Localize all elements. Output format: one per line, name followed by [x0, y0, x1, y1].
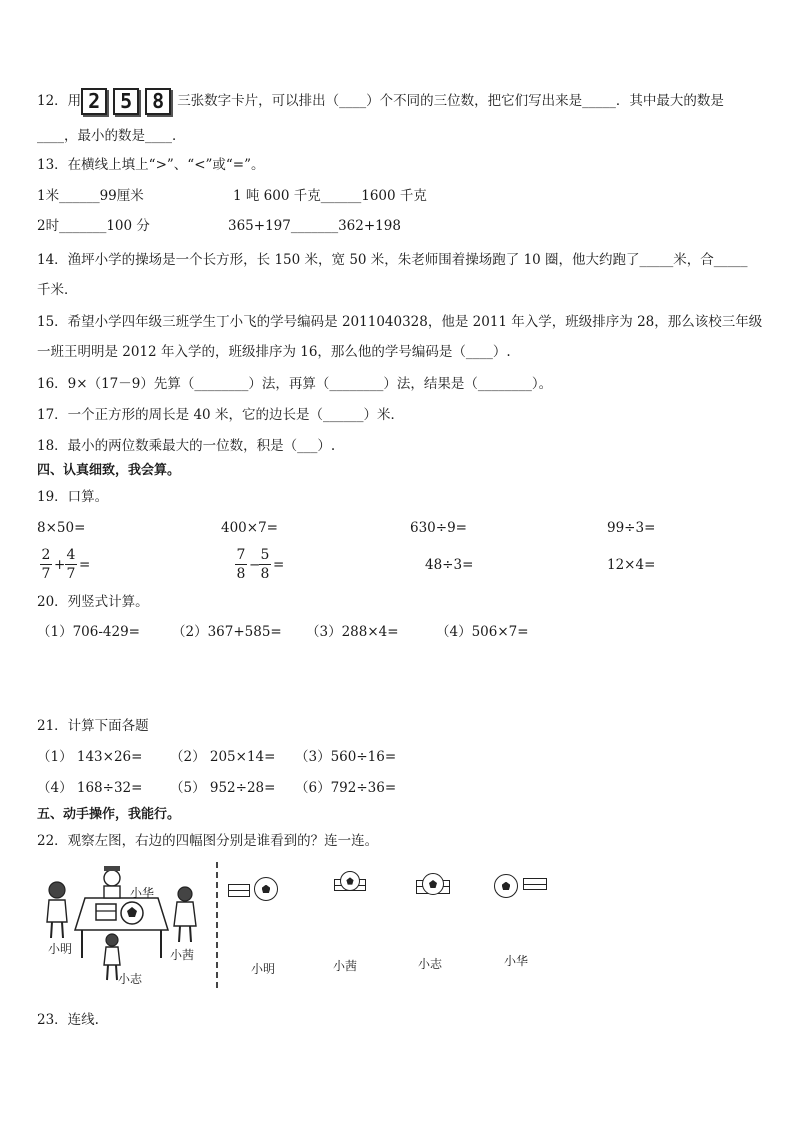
view-label: 小志	[418, 957, 443, 971]
ball-view-icon	[340, 871, 360, 891]
oral-calc: 630÷9=	[410, 520, 467, 536]
calc-item: （1） 143×26=	[37, 749, 143, 765]
section-heading: 五、动手操作，我能行。	[37, 807, 181, 822]
q19-title: 19．口算。	[37, 489, 109, 505]
fraction: 7 8	[236, 547, 246, 582]
person-label-xiaoqian: 小茜	[170, 948, 195, 962]
q12-text: 三张数字卡片，可以排出（____）个不同的三位数，把它们写出来是_____．其中最大的数是	[177, 93, 724, 109]
calc-item: （6）792÷36=	[295, 780, 397, 796]
fraction: 4 7	[66, 547, 76, 582]
q16: 16．9×（17－9）先算（________）法，再算（________）法，结果是（________）。	[37, 376, 553, 392]
box-view-icon	[523, 878, 547, 890]
dashed-divider	[216, 862, 218, 988]
calc-item: （5） 952÷28=	[170, 780, 276, 796]
q13-item: 1米______99厘米	[37, 188, 144, 204]
number-card: 5	[113, 88, 139, 115]
q13-item: 1 吨 600 千克______1600 千克	[233, 188, 427, 204]
q12-prefix: 12．用	[37, 93, 82, 109]
q20-title: 20．列竖式计算。	[37, 594, 149, 610]
ball-view-icon	[254, 877, 278, 901]
oral-calc: 99÷3=	[607, 520, 656, 536]
oral-calc: 12×4=	[607, 557, 656, 573]
operator: +	[54, 557, 66, 573]
q13-title: 13．在横线上填上“>”、“<”或“=”。	[37, 157, 265, 173]
oral-calc: 400×7=	[221, 520, 278, 536]
calc-item: （3）560÷16=	[295, 749, 397, 765]
equals: =	[79, 557, 91, 573]
calc-item: （4） 168÷32=	[37, 780, 143, 796]
q15-line1: 15．希望小学四年级三班学生丁小飞的学号编码是 2011040328，他是 2011 年入学，班级排序为 28，那么该校三年级	[37, 314, 763, 330]
person-label-xiaoming: 小明	[48, 942, 73, 956]
table-scene-illustration	[40, 860, 212, 990]
section-heading: 四、认真细致，我会算。	[37, 463, 181, 478]
q18: 18．最小的两位数乘最大的一位数，积是（___）.	[37, 438, 336, 454]
view-label: 小华	[504, 954, 529, 968]
oral-calc: 48÷3=	[425, 557, 474, 573]
equals: =	[273, 557, 285, 573]
oral-calc: 8×50=	[37, 520, 86, 536]
q23-title: 23．连线.	[37, 1012, 99, 1028]
q13-item: 2时_______100 分	[37, 218, 150, 234]
view-label: 小明	[251, 962, 276, 976]
view-label: 小茜	[333, 959, 358, 973]
calc-item: （2） 205×14=	[170, 749, 276, 765]
operator: −	[249, 557, 261, 573]
ball-view-icon	[494, 874, 518, 898]
ball-view-icon	[422, 873, 444, 895]
number-card: 8	[145, 88, 171, 115]
q17: 17．一个正方形的周长是 40 米，它的边长是（______）米．	[37, 407, 404, 423]
q21-title: 21．计算下面各题	[37, 718, 149, 734]
q15-line2: 一班王明明是 2012 年入学的，班级排序为 16，那么他的学号编码是（____）.	[37, 344, 511, 360]
vertical-calc-item: （3）288×4=	[306, 624, 399, 640]
vertical-calc-item: （2）367+585=	[172, 624, 282, 640]
q14-line2: 千米．	[37, 282, 78, 298]
fraction: 2 7	[41, 547, 51, 582]
q22-title: 22．观察左图，右边的四幅图分别是谁看到的？连一连。	[37, 833, 379, 849]
vertical-calc-item: （4）506×7=	[436, 624, 529, 640]
q12-line2: ____，最小的数是____．	[37, 128, 186, 144]
person-label-xiaozhi: 小志	[118, 972, 143, 986]
q13-item: 365+197_______362+198	[228, 218, 401, 234]
fraction: 5 8	[260, 547, 270, 582]
q12-line1	[37, 88, 724, 115]
q14-line1: 14．渔坪小学的操场是一个长方形，长 150 米，宽 50 米，朱老师围着操场跑了 10 圈，他大约跑了_____米，合_____	[37, 252, 748, 268]
person-label-xiaohua: 小华	[130, 886, 155, 900]
number-card: 2	[81, 88, 107, 115]
box-view-icon	[228, 884, 250, 897]
vertical-calc-item: （1）706-429=	[37, 624, 140, 640]
